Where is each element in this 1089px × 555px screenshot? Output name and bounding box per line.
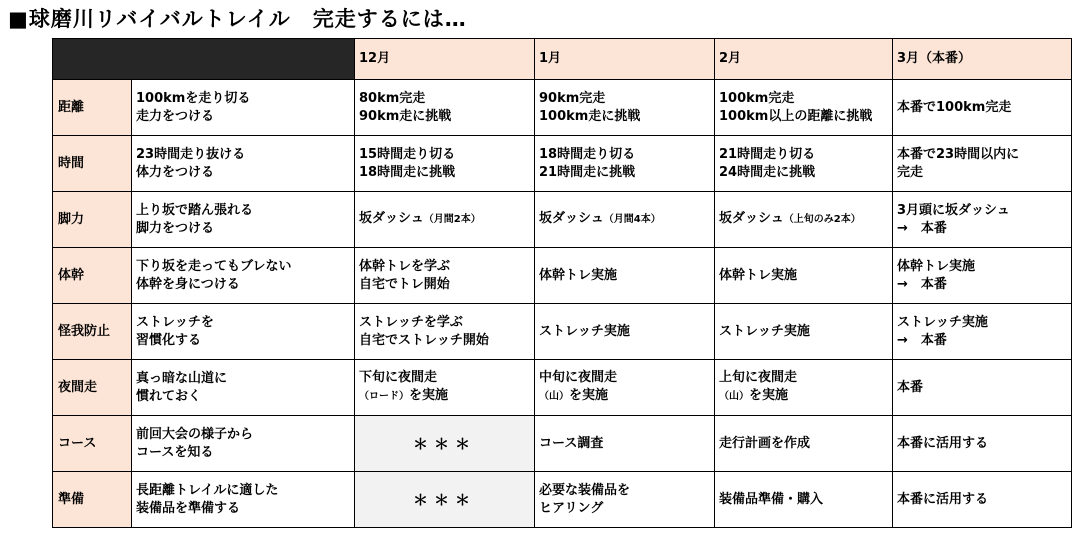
training-plan-table bbox=[52, 38, 1072, 528]
table-row bbox=[53, 248, 1072, 304]
goal-cell: 下り坂を走ってもブレない 体幹を身につける bbox=[132, 248, 355, 304]
header-row bbox=[53, 39, 1072, 80]
goal-cell: 前回大会の様子から コースを知る bbox=[132, 416, 355, 472]
goal-cell: 100kmを走り切る 走力をつける bbox=[132, 80, 355, 136]
plan-cell: 坂ダッシュ（上旬のみ2本） bbox=[715, 192, 893, 248]
header-month-mar: 3月（本番） bbox=[893, 39, 1072, 80]
plan-cell: 15時間走り切る 18時間走に挑戦 bbox=[355, 136, 535, 192]
category-cell: 距離 bbox=[53, 80, 132, 136]
plan-cell: 体幹トレを学ぶ 自宅でトレ開始 bbox=[355, 248, 535, 304]
plan-cell: 体幹トレ実施 bbox=[535, 248, 715, 304]
plan-cell: 体幹トレ実施 → 本番 bbox=[893, 248, 1072, 304]
header-month-jan: 1月 bbox=[535, 39, 715, 80]
plan-cell: ストレッチ実施 bbox=[715, 304, 893, 360]
plan-cell-empty: ＊＊＊ bbox=[355, 472, 535, 528]
category-cell: 時間 bbox=[53, 136, 132, 192]
goal-cell: ストレッチを 習慣化する bbox=[132, 304, 355, 360]
plan-cell: ストレッチ実施 bbox=[535, 304, 715, 360]
category-cell: コース bbox=[53, 416, 132, 472]
plan-cell: 本番に活用する bbox=[893, 472, 1072, 528]
header-month-feb: 2月 bbox=[715, 39, 893, 80]
goal-cell: 長距離トレイルに適した 装備品を準備する bbox=[132, 472, 355, 528]
goal-cell: 23時間走り抜ける 体力をつける bbox=[132, 136, 355, 192]
header-corner bbox=[53, 39, 355, 80]
goal-cell: 真っ暗な山道に 慣れておく bbox=[132, 360, 355, 416]
plan-cell: 本番で100km完走 bbox=[893, 80, 1072, 136]
plan-cell: 90km完走 100km走に挑戦 bbox=[535, 80, 715, 136]
category-cell: 夜間走 bbox=[53, 360, 132, 416]
table-row bbox=[53, 360, 1072, 416]
plan-cell: 80km完走 90km走に挑戦 bbox=[355, 80, 535, 136]
plan-cell: 下旬に夜間走 （ロード）を実施 bbox=[355, 360, 535, 416]
category-cell: 準備 bbox=[53, 472, 132, 528]
table-row bbox=[53, 416, 1072, 472]
category-cell: 怪我防止 bbox=[53, 304, 132, 360]
plan-cell: 必要な装備品を ヒアリング bbox=[535, 472, 715, 528]
plan-cell: 3月頭に坂ダッシュ → 本番 bbox=[893, 192, 1072, 248]
plan-cell: 中旬に夜間走 （山）を実施 bbox=[535, 360, 715, 416]
plan-cell: 上旬に夜間走 （山）を実施 bbox=[715, 360, 893, 416]
plan-cell: ストレッチを学ぶ 自宅でストレッチ開始 bbox=[355, 304, 535, 360]
page-title: ■球磨川リバイバルトレイル 完走するには… bbox=[8, 7, 467, 31]
plan-cell: 本番に活用する bbox=[893, 416, 1072, 472]
header-month-dec: 12月 bbox=[355, 39, 535, 80]
plan-cell: 坂ダッシュ（月間2本） bbox=[355, 192, 535, 248]
plan-cell: コース調査 bbox=[535, 416, 715, 472]
plan-cell: 100km完走 100km以上の距離に挑戦 bbox=[715, 80, 893, 136]
plan-cell: 坂ダッシュ（月間4本） bbox=[535, 192, 715, 248]
table-row bbox=[53, 192, 1072, 248]
plan-cell: ストレッチ実施 → 本番 bbox=[893, 304, 1072, 360]
plan-cell: 本番 bbox=[893, 360, 1072, 416]
table-row bbox=[53, 80, 1072, 136]
plan-cell: 装備品準備・購入 bbox=[715, 472, 893, 528]
goal-cell: 上り坂で踏ん張れる 脚力をつける bbox=[132, 192, 355, 248]
plan-cell: 体幹トレ実施 bbox=[715, 248, 893, 304]
plan-cell-empty: ＊＊＊ bbox=[355, 416, 535, 472]
category-cell: 体幹 bbox=[53, 248, 132, 304]
table-row bbox=[53, 304, 1072, 360]
plan-cell: 本番で23時間以内に 完走 bbox=[893, 136, 1072, 192]
category-cell: 脚力 bbox=[53, 192, 132, 248]
plan-cell: 21時間走り切る 24時間走に挑戦 bbox=[715, 136, 893, 192]
plan-cell: 18時間走り切る 21時間走に挑戦 bbox=[535, 136, 715, 192]
table-row bbox=[53, 136, 1072, 192]
table-row bbox=[53, 472, 1072, 528]
plan-cell: 走行計画を作成 bbox=[715, 416, 893, 472]
